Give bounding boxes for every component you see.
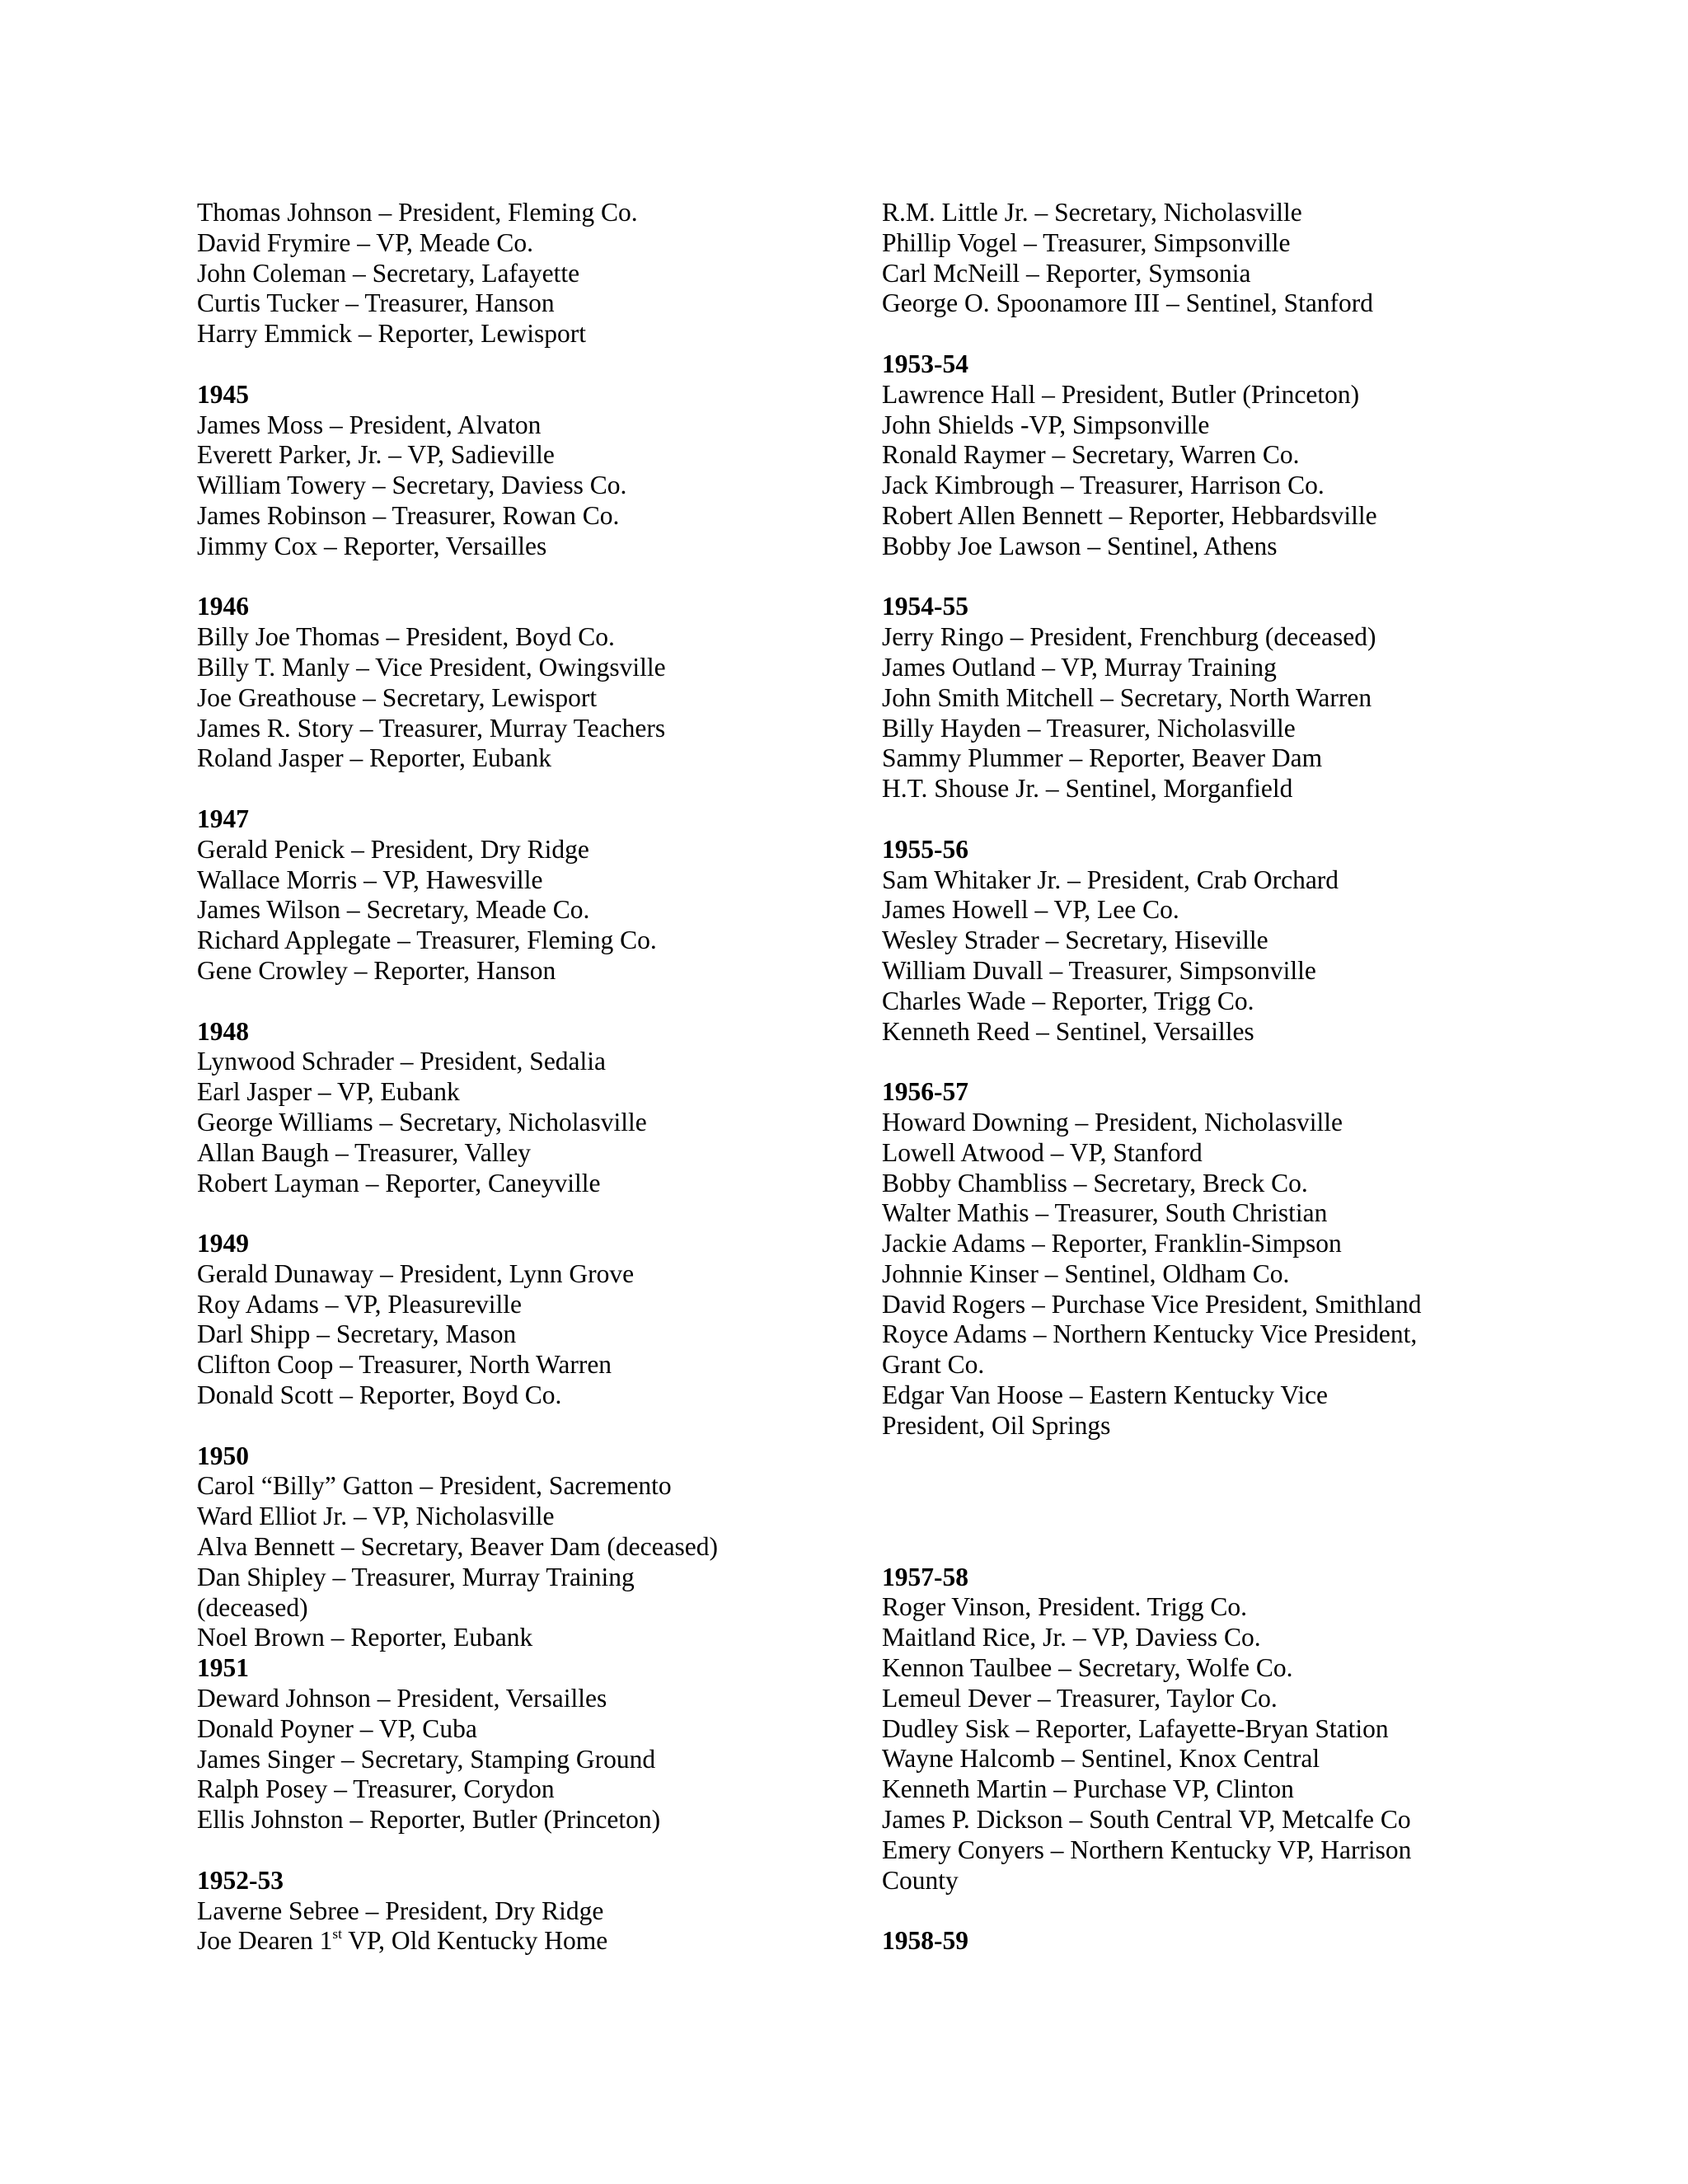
officer-entry: Edgar Van Hoose – Eastern Kentucky Vice [882, 1380, 1329, 1410]
officer-entry: Carol “Billy” Gatton – President, Sacremento [197, 1471, 672, 1501]
officer-entry: Ronald Raymer – Secretary, Warren Co. [882, 440, 1300, 470]
officer-entry: Harry Emmick – Reporter, Lewisport [197, 319, 586, 349]
officer-entry: Ellis Johnston – Reporter, Butler (Princeton) [197, 1805, 661, 1835]
officer-entry: Billy Joe Thomas – President, Boyd Co. [197, 622, 615, 652]
officer-group-1954-55 [882, 592, 1492, 804]
officer-entry: David Frymire – VP, Meade Co. [197, 227, 534, 257]
officer-group-1955-56 [882, 835, 1492, 1047]
officer-entry: Noel Brown – Reporter, Eubank [197, 1623, 533, 1652]
officer-entry: Ward Elliot Jr. – VP, Nicholasville [197, 1502, 555, 1531]
year-heading: 1952-53 [197, 1865, 284, 1895]
officer-entry: Lawrence Hall – President, Butler (Princeton) [882, 379, 1360, 409]
officer-entry: James R. Story – Treasurer, Murray Teachers [197, 713, 666, 743]
officer-entry: Robert Layman – Reporter, Caneyville [197, 1168, 601, 1197]
officer-entry: Dudley Sisk – Reporter, Lafayette-Bryan Station [882, 1713, 1389, 1743]
officer-entry: Deward Johnson – President, Versailles [197, 1684, 607, 1713]
officer-entry: Maitland Rice, Jr. – VP, Daviess Co. [882, 1623, 1261, 1652]
officer-entry: James Singer – Secretary, Stamping Ground [197, 1744, 656, 1774]
officer-entry: Gene Crowley – Reporter, Hanson [197, 955, 556, 985]
officer-entry: Carl McNeill – Reporter, Symsonia [882, 258, 1251, 288]
officer-entry: Thomas Johnson – President, Fleming Co. [197, 198, 638, 227]
officer-group-1947 [197, 804, 856, 987]
officer-entry: Royce Adams – Northern Kentucky Vice President, [882, 1319, 1418, 1349]
officer-entry: David Rogers – Purchase Vice President, Smithland [882, 1289, 1422, 1319]
officer-entry: Everett Parker, Jr. – VP, Sadieville [197, 440, 555, 470]
year-heading: 1947 [197, 804, 249, 833]
officer-entry: George O. Spoonamore III – Sentinel, Stanford [882, 288, 1374, 318]
officer-entry: Jack Kimbrough – Treasurer, Harrison Co. [882, 471, 1325, 500]
officer-entry: Billy T. Manly – Vice President, Owingsville [197, 652, 666, 682]
officer-entry: Bobby Chambliss – Secretary, Breck Co. [882, 1168, 1308, 1197]
officer-group-1950 [197, 1441, 856, 1654]
officer-entry: James Robinson – Treasurer, Rowan Co. [197, 500, 620, 530]
officer-entry: Roland Jasper – Reporter, Eubank [197, 743, 552, 773]
officer-entry-continued: County [882, 1865, 959, 1895]
officer-entry: James Outland – VP, Murray Training [882, 652, 1277, 682]
officer-entry: Jackie Adams – Reporter, Franklin-Simpson [882, 1229, 1342, 1258]
officer-entry: Lynwood Schrader – President, Sedalia [197, 1047, 607, 1076]
officer-entry: John Coleman – Secretary, Lafayette [197, 258, 580, 288]
officer-entry: Richard Applegate – Treasurer, Fleming Co. [197, 926, 657, 955]
officer-entry: Walter Mathis – Treasurer, South Christian [882, 1198, 1328, 1228]
left-column [197, 198, 856, 1957]
officer-group-1958-59 [882, 1926, 1492, 1957]
officer-entry: Gerald Penick – President, Dry Ridge [197, 834, 589, 864]
officer-entry: R.M. Little Jr. – Secretary, Nicholasville [882, 198, 1302, 227]
officer-entry: Allan Baugh – Treasurer, Valley [197, 1137, 531, 1167]
officer-entry: James Howell – VP, Lee Co. [882, 895, 1179, 925]
officer-entry-continued: (deceased) [197, 1592, 308, 1622]
officer-group-1945 [197, 380, 856, 562]
officer-entry: Dan Shipley – Treasurer, Murray Training [197, 1562, 635, 1591]
officer-entry: Laverne Sebree – President, Dry Ridge [197, 1896, 604, 1925]
officer-entry: Emery Conyers – Northern Kentucky VP, Harrison [882, 1835, 1412, 1864]
officer-entry: John Smith Mitchell – Secretary, North Warren [882, 682, 1372, 712]
officer-entry: Charles Wade – Reporter, Trigg Co. [882, 986, 1254, 1015]
officer-group-1949 [197, 1229, 856, 1411]
year-heading: 1945 [197, 379, 249, 409]
officer-entry: Kenneth Martin – Purchase VP, Clinton [882, 1774, 1294, 1804]
officer-entry: Earl Jasper – VP, Eubank [197, 1077, 460, 1107]
officer-entry: Darl Shipp – Secretary, Mason [197, 1319, 517, 1349]
officer-group-1952-53-continued [882, 198, 1492, 319]
officer-entry: James Moss – President, Alvaton [197, 410, 542, 439]
officer-entry: William Duvall – Treasurer, Simpsonville [882, 955, 1316, 985]
year-heading: 1957-58 [882, 1562, 968, 1591]
officer-entry: John Shields -VP, Simpsonville [882, 410, 1210, 439]
officer-entry: Billy Hayden – Treasurer, Nicholasville [882, 713, 1296, 743]
ordinal-suffix: st [332, 1926, 342, 1943]
officer-entry: Alva Bennett – Secretary, Beaver Dam (deceased) [197, 1532, 719, 1562]
officer-entry: Johnnie Kinser – Sentinel, Oldham Co. [882, 1258, 1290, 1288]
officer-entry: James Wilson – Secretary, Meade Co. [197, 895, 590, 925]
officer-entry: Sammy Plummer – Reporter, Beaver Dam [882, 743, 1323, 773]
officer-entry: Jerry Ringo – President, Frenchburg (deceased) [882, 622, 1376, 652]
year-heading: 1955-56 [882, 834, 968, 864]
officer-entry: Roger Vinson, President. Trigg Co. [882, 1592, 1247, 1622]
officer-entry: Kenneth Reed – Sentinel, Versailles [882, 1016, 1254, 1046]
officer-group-1946 [197, 592, 856, 774]
officer-entry: Donald Poyner – VP, Cuba [197, 1713, 477, 1743]
officer-entry-continued: President, Oil Springs [882, 1410, 1111, 1440]
year-heading: 1956-57 [882, 1077, 968, 1107]
officer-entry: Roy Adams – VP, Pleasureville [197, 1289, 523, 1319]
officer-entry: Howard Downing – President, Nicholasville [882, 1107, 1343, 1137]
officer-entry: William Towery – Secretary, Daviess Co. [197, 471, 627, 500]
officer-entry: Phillip Vogel – Treasurer, Simpsonville [882, 227, 1291, 257]
officer-entry: H.T. Shouse Jr. – Sentinel, Morganfield [882, 774, 1293, 804]
officer-group-1953-54 [882, 349, 1492, 562]
officer-entry: Sam Whitaker Jr. – President, Crab Orchard [882, 865, 1339, 894]
officer-entry: Bobby Joe Lawson – Sentinel, Athens [882, 531, 1278, 560]
year-heading: 1950 [197, 1441, 249, 1470]
officer-entry: George Williams – Secretary, Nicholasville [197, 1107, 647, 1137]
year-heading: 1958-59 [882, 1926, 968, 1956]
officer-entry: Kennon Taulbee – Secretary, Wolfe Co. [882, 1653, 1293, 1683]
officer-group-1957-58 [882, 1563, 1492, 1896]
officer-entry: Clifton Coop – Treasurer, North Warren [197, 1350, 612, 1380]
year-heading: 1954-55 [882, 592, 968, 621]
officer-entry: Lemeul Dever – Treasurer, Taylor Co. [882, 1683, 1278, 1713]
officer-entry: Donald Scott – Reporter, Boyd Co. [197, 1380, 562, 1410]
officer-entry: Wayne Halcomb – Sentinel, Knox Central [882, 1744, 1320, 1774]
officer-group-1952-53 [197, 1866, 856, 1957]
officer-group-1948 [197, 1017, 856, 1199]
officer-entry: Curtis Tucker – Treasurer, Hanson [197, 288, 555, 318]
officer-group-1951 [197, 1653, 856, 1835]
year-heading: 1953-54 [882, 349, 968, 378]
officer-entry: Jimmy Cox – Reporter, Versailles [197, 531, 547, 560]
year-heading: 1949 [197, 1229, 249, 1258]
officer-entry-continued: Grant Co. [882, 1350, 985, 1380]
year-heading: 1951 [197, 1653, 249, 1683]
officer-entry: Robert Allen Bennett – Reporter, Hebbardsville [882, 500, 1377, 530]
right-column [882, 198, 1492, 1957]
officer-entry: Joe Dearen 1st VP, Old Kentucky Home [197, 1926, 608, 1956]
officer-group-continued [197, 198, 856, 349]
year-heading: 1948 [197, 1016, 249, 1046]
officer-entry: Gerald Dunaway – President, Lynn Grove [197, 1258, 635, 1288]
officer-entry: James P. Dickson – South Central VP, Metcalfe Co [882, 1805, 1411, 1835]
officer-entry: Wallace Morris – VP, Hawesville [197, 865, 543, 894]
officer-entry: Joe Greathouse – Secretary, Lewisport [197, 682, 598, 712]
officer-entry: Wesley Strader – Secretary, Hiseville [882, 926, 1268, 955]
officer-entry: Ralph Posey – Treasurer, Corydon [197, 1774, 555, 1804]
officer-group-1956-57 [882, 1077, 1492, 1441]
year-heading: 1946 [197, 592, 249, 621]
officer-entry: Lowell Atwood – VP, Stanford [882, 1137, 1203, 1167]
